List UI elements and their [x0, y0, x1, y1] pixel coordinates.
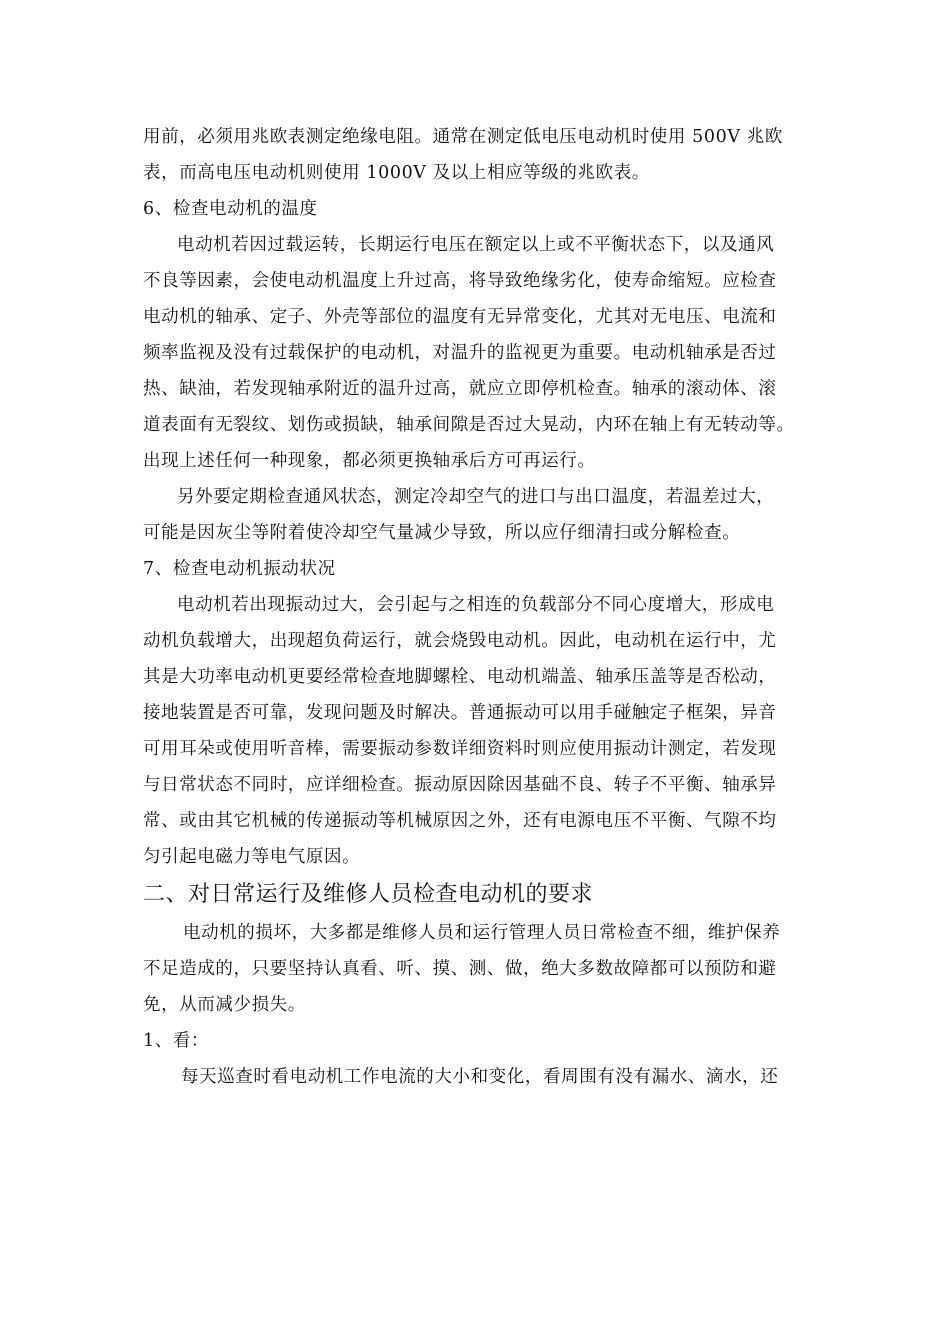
document-body — [143, 119, 808, 1095]
paragraph-line: 动机负载增大，出现超负荷运行，就会烧毁电动机。因此，电动机在运行中，尤 — [143, 631, 777, 651]
paragraph-line: 出现上述任何一种现象，都必须更换轴承后方可再运行。 — [143, 451, 596, 471]
paragraph-line: 另外要定期检查通风状态，测定冷却空气的进口与出口温度，若温差过大， — [177, 487, 775, 507]
paragraph-line: 每天巡查时看电动机工作电流的大小和变化，看周围有没有漏水、滴水，还 — [181, 1067, 779, 1087]
paragraph-line: 不足造成的，只要坚持认真看、听、摸、测、做，绝大多数故障都可以预防和避 — [143, 959, 777, 979]
paragraph-line: 频率监视及没有过载保护的电动机，对温升的监视更为重要。电动机轴承是否过 — [143, 343, 777, 363]
chapter-heading: 二、对日常运行及维修人员检查电动机的要求 — [143, 882, 594, 907]
paragraph-line: 用前，必须用兆欧表测定绝缘电阻。通常在测定低电压电动机时使用 500V 兆欧 — [143, 127, 783, 147]
paragraph-line: 道表面有无裂纹、划伤或损缺，轴承间隙是否过大晃动，内环在轴上有无转动等。 — [143, 415, 795, 435]
paragraph-line: 接地装置是否可靠，发现问题及时解决。普通振动可以用手碰触定子框架，异音 — [143, 703, 777, 723]
paragraph-line: 不良等因素，会使电动机温度上升过高，将导致绝缘劣化，使寿命缩短。应检查 — [143, 271, 777, 291]
section-title-temperature: 6、检查电动机的温度 — [143, 199, 318, 219]
paragraph-line: 电动机的损坏，大多都是维修人员和运行管理人员日常检查不细，维护保养 — [183, 923, 781, 943]
paragraph-line: 电动机若因过载运转，长期运行电压在额定以上或不平衡状态下，以及通风 — [177, 235, 775, 255]
paragraph-line: 电动机的轴承、定子、外壳等部位的温度有无异常变化，尤其对无电压、电流和 — [143, 307, 777, 327]
paragraph-line: 可用耳朵或使用听音棒，需要振动参数详细资料时则应使用振动计测定，若发现 — [143, 739, 777, 759]
paragraph-line: 电动机若出现振动过大，会引起与之相连的负载部分不同心度增大，形成电 — [177, 595, 775, 615]
paragraph-line: 热、缺油，若发现轴承附近的温升过高，就应立即停机检查。轴承的滚动体、滚 — [143, 379, 777, 399]
paragraph-line: 可能是因灰尘等附着使冷却空气量减少导致，所以应仔细清扫或分解检查。 — [143, 523, 741, 543]
paragraph-line: 匀引起电磁力等电气原因。 — [143, 847, 361, 867]
paragraph-line: 免，从而减少损失。 — [143, 995, 306, 1015]
paragraph-line: 与日常状态不同时，应详细检查。振动原因除因基础不良、转子不平衡、轴承异 — [143, 775, 777, 795]
section-title-vibration: 7、检查电动机振动状况 — [143, 559, 336, 579]
paragraph-line: 其是大功率电动机更要经常检查地脚螺栓、电动机端盖、轴承压盖等是否松动， — [143, 667, 777, 687]
paragraph-line: 常、或由其它机械的传递振动等机械原因之外，还有电源电压不平衡、气隙不均 — [143, 811, 777, 831]
section-title-look: 1、看： — [143, 1031, 210, 1051]
paragraph-line: 表，而高电压电动机则使用 1000V 及以上相应等级的兆欧表。 — [143, 163, 650, 183]
